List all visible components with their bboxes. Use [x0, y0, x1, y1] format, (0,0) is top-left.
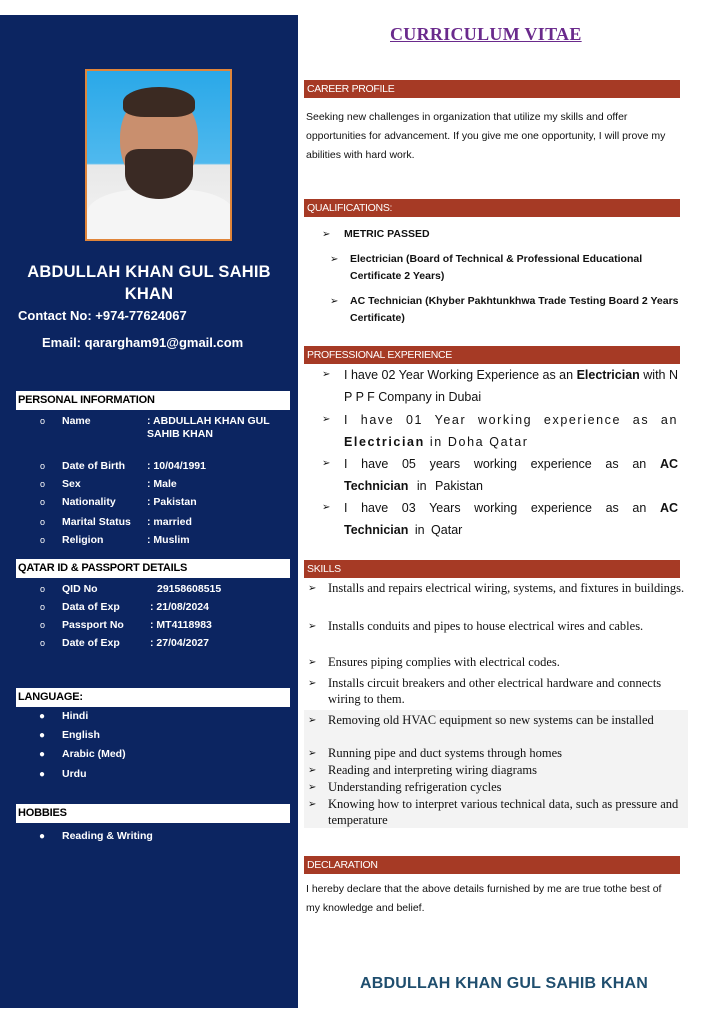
language-heading: LANGUAGE:	[16, 688, 290, 707]
arrow-bullet-icon: ➢	[308, 748, 317, 759]
bullet-icon: ●	[39, 730, 46, 741]
language-item: Hindi	[62, 710, 89, 722]
qualifications-heading: QUALIFICATIONS:	[304, 199, 680, 217]
arrow-bullet-icon: ➢	[330, 296, 339, 307]
arrow-bullet-icon: ➢	[308, 583, 317, 594]
skills-heading: SKILLS	[304, 560, 680, 578]
arrow-bullet-icon: ➢	[308, 678, 317, 689]
arrow-bullet-icon: ➢	[308, 657, 317, 668]
email-address: Email: qarargham91@gmail.com	[42, 335, 244, 350]
sidebar: ABDULLAH KHAN GUL SAHIB KHAN Contact No: +974-77624067 Email: qarargham91@gmail.com PERSONAL INFORMATION o Name : ABDULLAH KHAN GUL SAHIB KHAN o Date of Birth : 10/04/1991 o Sex : Male o Nationality : Pakistan o Marital Status : married o Religion : Muslim QATAR ID & PASSPORT DETAILS o QID No 29158608515 o Data of Exp : 21/08/2024 o Passport No : MT4118983 o Date of Exp : 27/04/2027 LANGUAGE: ● Hindi ● English ● Arabic (Med) ● Urdu HOBBIES ● Reading & Writing	[0, 15, 298, 1008]
arrow-bullet-icon: ➢	[322, 458, 331, 469]
arrow-bullet-icon: ➢	[322, 229, 331, 240]
footer-name: ABDULLAH KHAN GUL SAHIB KHAN	[360, 975, 648, 992]
language-item: Arabic (Med)	[62, 748, 126, 760]
experience-heading: PROFESSIONAL EXPERIENCE	[304, 346, 680, 364]
bullet-icon: ●	[39, 749, 46, 760]
language-item: English	[62, 729, 100, 741]
hobby-item: Reading & Writing	[62, 830, 153, 842]
qualification-item: AC Technician (Khyber Pakhtunkhwa Trade Testing Board 2 Years Certificate)	[350, 295, 679, 324]
profile-name: ABDULLAH KHAN GUL SAHIB KHAN	[27, 263, 271, 303]
personal-info-heading: PERSONAL INFORMATION	[16, 391, 290, 410]
bullet-icon: ●	[39, 711, 46, 722]
qualification-item: Electrician (Board of Technical & Professional Educational Certificate 2 Years)	[350, 253, 643, 282]
arrow-bullet-icon: ➢	[308, 621, 317, 632]
arrow-bullet-icon: ➢	[322, 414, 331, 425]
bullet-icon: ●	[39, 831, 46, 842]
profile-photo	[85, 69, 232, 241]
qualification-item: METRIC PASSED	[344, 228, 430, 240]
hobbies-heading: HOBBIES	[16, 804, 290, 823]
arrow-bullet-icon: ➢	[330, 254, 339, 265]
declaration-text: I hereby declare that the above details furnished by me are true tothe best of my knowledge and belief.	[306, 883, 662, 914]
arrow-bullet-icon: ➢	[322, 369, 331, 380]
qatar-id-heading: QATAR ID & PASSPORT DETAILS	[16, 559, 290, 578]
contact-number: Contact No: +974-77624067	[18, 308, 187, 323]
arrow-bullet-icon: ➢	[322, 502, 331, 513]
arrow-bullet-icon: ➢	[308, 782, 317, 793]
language-item: Urdu	[62, 768, 87, 780]
career-profile-heading: CAREER PROFILE	[304, 80, 680, 98]
cv-title: CURRICULUM VITAE	[390, 24, 582, 44]
career-profile-text: Seeking new challenges in organization that utilize my skills and offer opportunities for advancement. If you give me one opportunity, I will prove my abilities with hard work.	[306, 111, 666, 161]
arrow-bullet-icon: ➢	[308, 799, 317, 810]
arrow-bullet-icon: ➢	[308, 715, 317, 726]
declaration-heading: DECLARATION	[304, 856, 680, 874]
arrow-bullet-icon: ➢	[308, 765, 317, 776]
bullet-icon: ●	[39, 769, 46, 780]
